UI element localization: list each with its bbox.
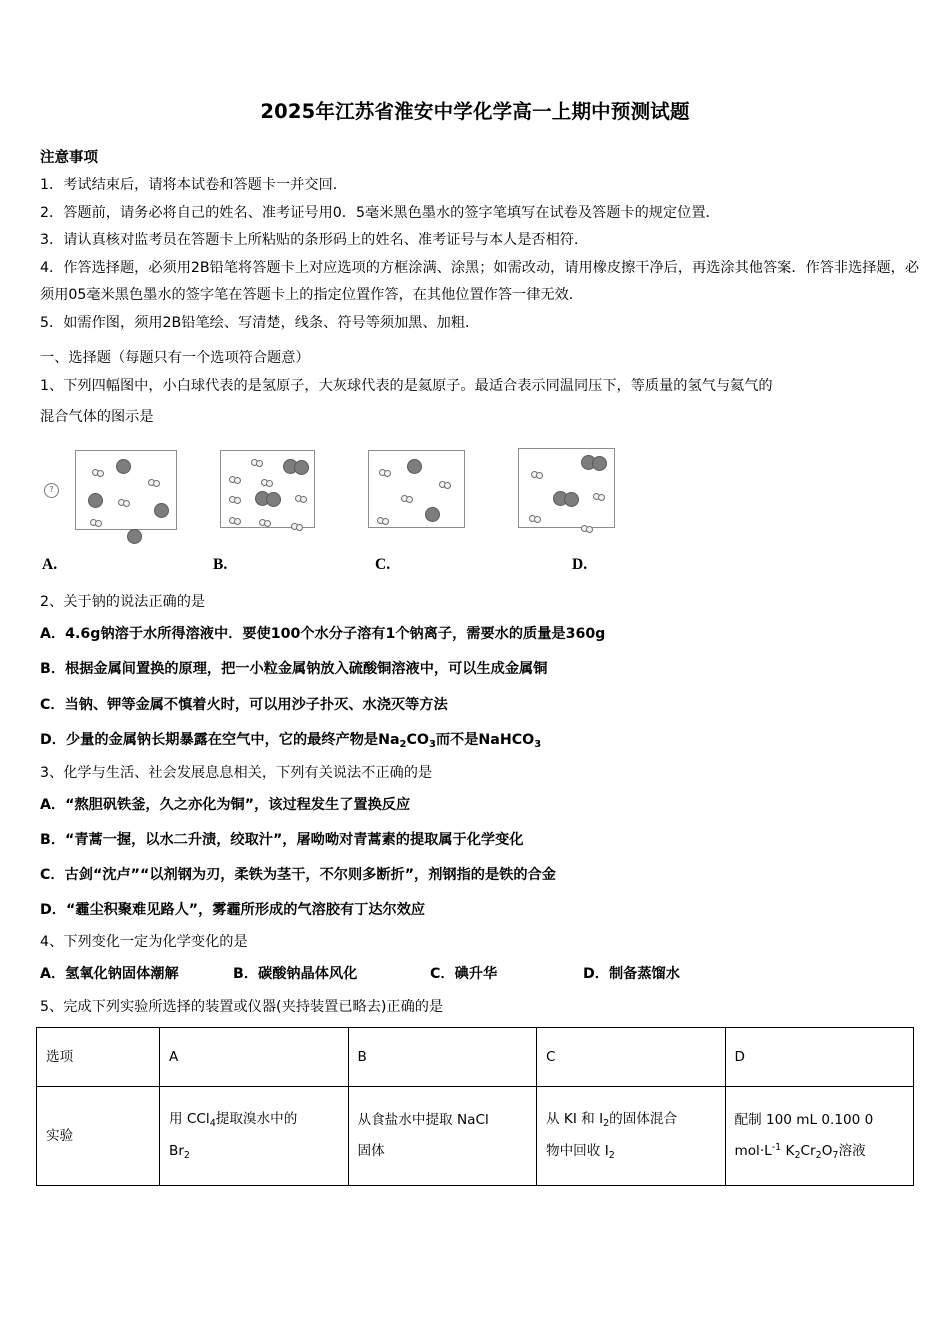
question-3-option-b[interactable]: B．“青蒿一握，以水二升渍，绞取汁”，屠呦呦对青蒿素的提取属于化学变化 [40,832,524,848]
question-2-stem: 2、关于钠的说法正确的是 [40,594,206,610]
q2d-mid: 而不是 [435,732,479,748]
question-4-option-b[interactable]: B．碳酸钠晶体风化 [233,966,358,982]
atom-hydrogen-icon [598,494,605,501]
atom-helium-icon [116,459,131,474]
table-cell-b[interactable] [348,1087,537,1186]
atom-hydrogen-icon [300,496,307,503]
figure-label-a: A. [42,556,58,573]
q2d-formula1-na: Na [378,732,400,748]
question-1-stem [40,371,920,433]
question-3 [40,762,930,784]
table-cell-a[interactable] [160,1087,349,1186]
question-2 [40,591,930,613]
q2d-pre: D．少量的金属钠长期暴露在空气中，它的最终产物是 [40,732,379,748]
table-cell-b-line1: 从食盐水中提取 NaCl [357,1112,489,1128]
q2d-formula2-sub: 3 [534,739,542,750]
figure-label-b: B. [213,556,228,573]
atom-hydrogen-icon [266,480,273,487]
table-cell-a-line1: 用 CCl$_4$提取溴水中的 [169,1111,298,1129]
atom-helium-icon [266,492,281,507]
question-4-option-d[interactable]: D．制备蒸馏水 [583,966,680,982]
experiment-table [36,1027,914,1186]
question-1-stem-line2: 混合气体的图示是 [40,409,154,425]
q2d-formula1-sub2: 3 [428,739,436,750]
question-3-option-d[interactable]: D．“霾尘积聚难见路人”，雾霾所形成的气溶胶有丁达尔效应 [40,902,426,918]
notice-item: 5．如需作图，须用2B铅笔绘、写清楚，线条、符号等须加黑、加粗． [40,314,480,331]
q2d-formula2: NaHCO [478,732,535,748]
question-2-option-c[interactable]: C．当钠、钾等金属不慎着火时，可以用沙子扑灭、水浇灭等方法 [40,697,448,713]
atom-helium-icon [425,507,440,522]
molecule-panel-d[interactable] [518,448,615,528]
atom-hydrogen-icon [264,520,271,527]
figure-question-marker: ? [44,483,59,498]
molecule-panel-a[interactable] [75,450,177,530]
atom-helium-icon [564,492,579,507]
molecule-panel-c[interactable] [368,450,465,528]
atom-hydrogen-icon [536,472,543,479]
question-2-option-d[interactable] [40,729,930,753]
figure-label-c: C. [375,556,391,573]
notice-item: 4．作答选择题，必须用2B铅笔将答题卡上对应选项的方框涂满、涂黑；如需改动，请用橡皮擦干净后，再选涂其他答案．作答非选择题，必须用05毫米黑色墨水的签字笔在答题卡上的指定位置作答，在其他位置作答一律无效． [40,259,920,303]
table-header-d: D [725,1028,914,1087]
page-title: 2025年江苏省淮安中学化学高一上期中预测试题 [260,100,690,123]
table-cell-c-line2: 物中回收 $I_2$ [546,1143,615,1161]
figure-label-d: D. [572,556,588,573]
atom-hydrogen-icon [444,482,451,489]
table-header-c: C [537,1028,726,1087]
section-heading: 一、选择题（每题只有一个选项符合题意） [40,350,310,366]
atom-helium-icon [407,459,422,474]
notice-item: 1．考试结束后，请将本试卷和答题卡一并交回． [40,177,347,193]
atom-hydrogen-icon [95,520,102,527]
atom-hydrogen-icon [384,470,391,477]
question-5 [40,996,930,1018]
table-cell-d-line2: $mol\cdot L^{-1}$ $K_2Cr_2O_7$溶液 [734,1141,866,1161]
question-4-option-a[interactable]: A．氢氧化钠固体潮解 [40,966,179,982]
table-cell-d[interactable] [725,1087,914,1186]
atom-hydrogen-icon [234,518,241,525]
atom-hydrogen-icon [296,524,303,531]
question-5-stem: 5、完成下列实验所选择的装置或仪器(夹持装置已略去)正确的是 [40,999,444,1015]
question-2-option-d-text [40,729,930,753]
atom-hydrogen-icon [234,477,241,484]
atom-helium-icon [127,529,142,544]
table-cell-a-line2: $Br_2$ [169,1143,190,1161]
atom-helium-icon [592,456,607,471]
figure-option-labels [0,556,950,578]
atom-hydrogen-icon [153,480,160,487]
table-header-option: 选项 [37,1028,160,1087]
atom-helium-icon [294,460,309,475]
table-header-a: A [160,1028,349,1087]
notice-item: 3．请认真核对监考员在答题卡上所粘贴的条形码上的姓名、准考证号与本人是否相符． [40,232,589,248]
atom-hydrogen-icon [256,460,263,467]
atom-hydrogen-icon [382,518,389,525]
table-row [37,1087,914,1186]
table-cell-b-line2: 固体 [357,1143,385,1159]
atom-helium-icon [88,493,103,508]
atom-helium-icon [154,503,169,518]
question-3-option-c[interactable]: C．古剑“沈卢”“以剂钢为刃，柔铁为茎干，不尔则多断折”，剂钢指的是铁的合金 [40,867,556,883]
notice-heading: 注意事项 [40,150,98,166]
atom-hydrogen-icon [234,497,241,504]
question-3-option-a[interactable]: A．“熬胆矾铁釜，久之亦化为铜”，该过程发生了置换反应 [40,797,411,813]
question-2-option-b[interactable]: B．根据金属间置换的原理，把一小粒金属钠放入硫酸铜溶液中，可以生成金属铜 [40,661,548,677]
notice-item: 2．答题前，请务必将自己的姓名、准考证号用0．5毫米黑色墨水的签字笔填写在试卷及答题卡的规定位置． [40,204,720,221]
table-row-label: 实验 [37,1087,160,1186]
atom-hydrogen-icon [586,526,593,533]
molecule-panel-b[interactable] [220,450,315,528]
atom-hydrogen-icon [406,496,413,503]
q2d-formula1-sub1: 2 [399,739,407,750]
question-4-stem: 4、下列变化一定为化学变化的是 [40,934,248,950]
table-cell-c[interactable] [537,1087,726,1186]
atom-hydrogen-icon [123,500,130,507]
table-cell-d-line1: 配制 100 mL 0.100 0 [734,1111,874,1128]
atom-hydrogen-icon [97,470,104,477]
notice-list [40,172,920,337]
table-cell-c-line1: 从 KI 和 $I_2$的固体混合 [546,1111,678,1129]
question-4-option-c[interactable]: C．碘升华 [430,966,498,982]
question-3-stem: 3、化学与生活、社会发展息息相关，下列有关说法不正确的是 [40,765,433,781]
question-4 [40,931,930,953]
question-2-option-a[interactable]: A．4.6g钠溶于水所得溶液中．要使100个水分子溶有1个钠离子，需要水的质量是360g [40,626,606,642]
table-header-row [37,1028,914,1087]
q2d-formula1-co: CO [406,732,429,748]
question-1-stem-line1: 1、下列四幅图中，小白球代表的是氢原子，大灰球代表的是氦原子。最适合表示同温同压下，等质量的氢气与氦气的 [40,378,773,394]
atom-hydrogen-icon [534,516,541,523]
table-header-b: B [348,1028,537,1087]
